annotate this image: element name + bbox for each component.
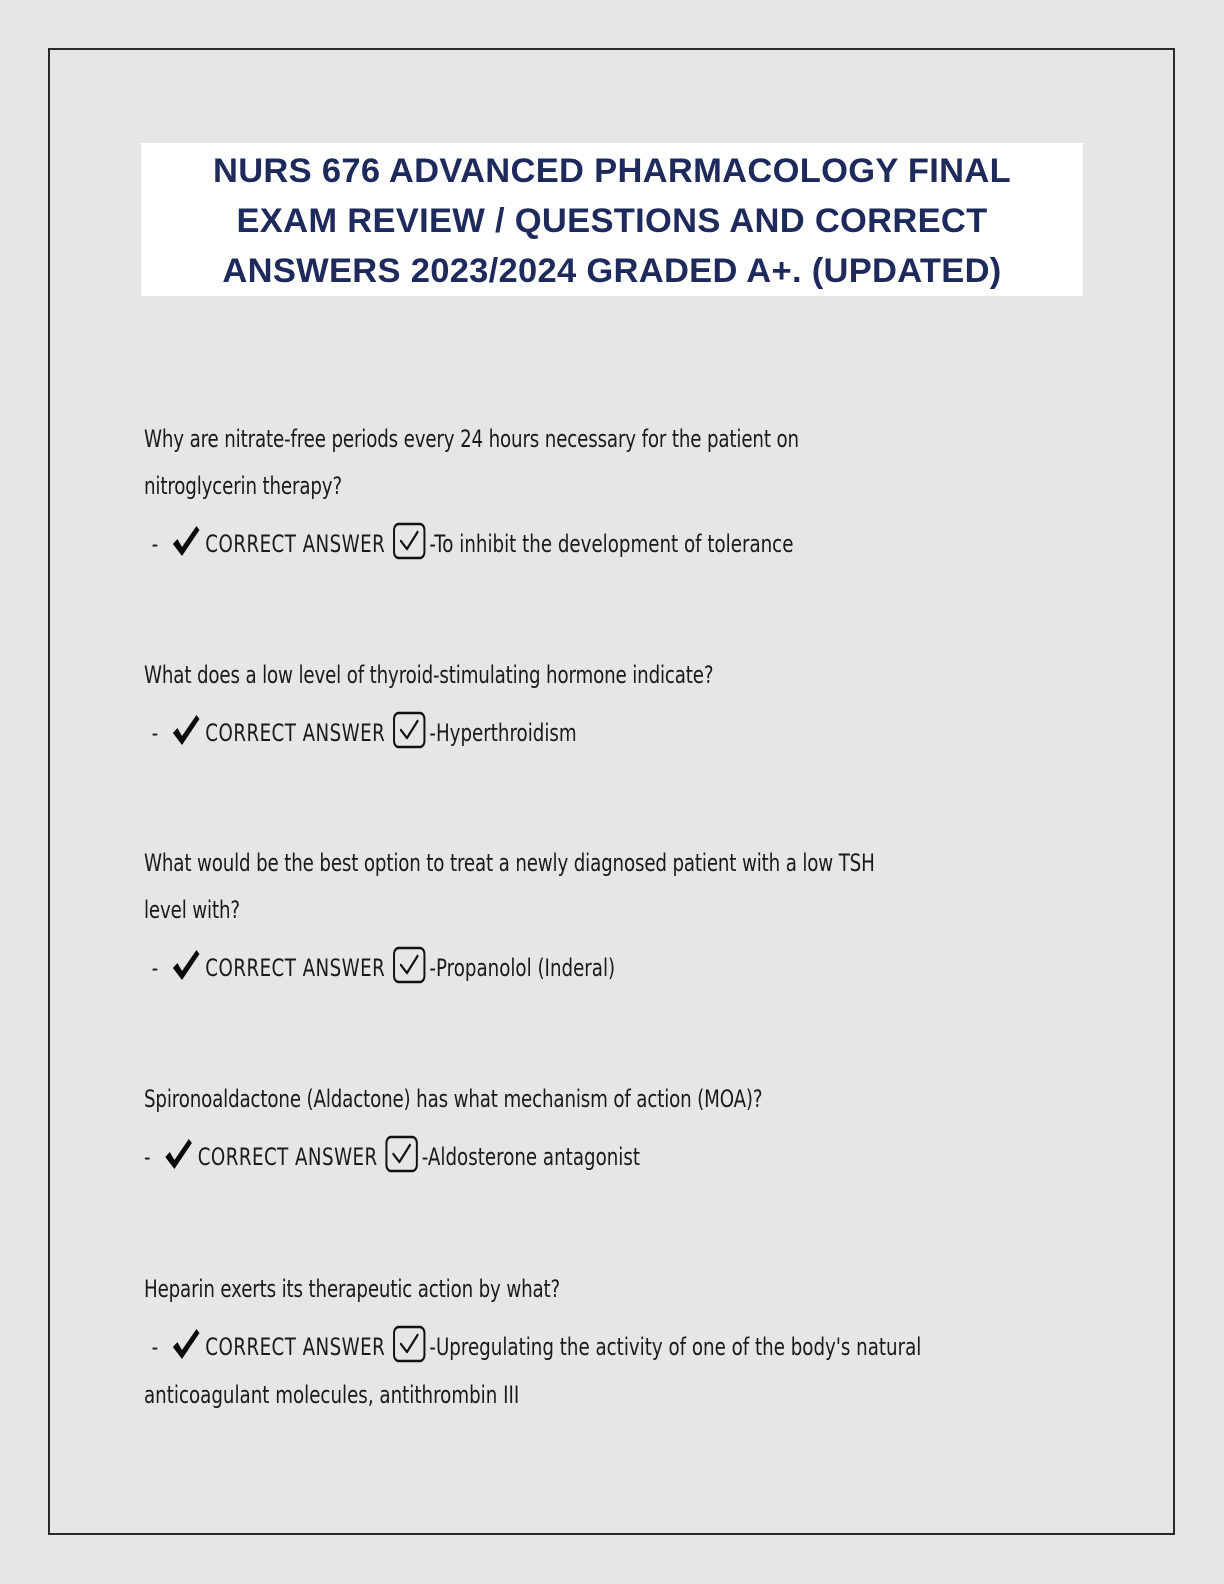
qa-item (144, 416, 1084, 568)
checkbox-checked-icon (385, 1135, 418, 1173)
answer-text: -Propanolol (Inderal) (429, 954, 616, 982)
question-line: Spironoaldactone (Aldactone) has what mechanism of action (MOA)? (144, 1085, 763, 1113)
qa-item (144, 1266, 1084, 1419)
question-line: What would be the best option to treat a newly diagnosed patient with a low TSH (144, 849, 875, 877)
answer (144, 1133, 1086, 1181)
correct-answer-label: CORRECT ANSWER (205, 1333, 386, 1361)
correct-answer-label: CORRECT ANSWER (205, 530, 386, 558)
qa-item (144, 1076, 1084, 1181)
answer-dash: - (151, 1333, 159, 1361)
answer-text: -Aldosterone antagonist (421, 1143, 641, 1171)
answer-text: -To inhibit the development of tolerance (429, 530, 794, 558)
check-mark-icon (170, 948, 200, 982)
question (144, 840, 1086, 934)
checkbox-checked-icon (393, 946, 426, 984)
check-mark-icon (170, 524, 200, 558)
answer (144, 709, 1086, 757)
correct-answer-label: CORRECT ANSWER (197, 1143, 378, 1171)
check-mark-icon (170, 1327, 200, 1361)
answer-dash: - (151, 530, 159, 558)
checkbox-checked-icon (393, 711, 426, 749)
checkbox-checked-icon (393, 522, 426, 560)
answer (144, 1323, 1086, 1419)
question-line: Heparin exerts its therapeutic action by what? (144, 1275, 561, 1303)
document-title (141, 143, 1083, 296)
question (144, 652, 1086, 699)
answer-dash: - (151, 719, 159, 747)
question-line: Why are nitrate-free periods every 24 hours necessary for the patient on (144, 425, 799, 453)
qa-item (144, 840, 1084, 992)
check-mark-icon (163, 1137, 193, 1171)
question-line: level with? (144, 896, 240, 924)
answer (144, 520, 1086, 568)
question-line: What does a low level of thyroid-stimulating hormone indicate? (144, 661, 714, 689)
answer-text: anticoagulant molecules, antithrombin III (144, 1381, 520, 1409)
title-line-1: NURS 676 ADVANCED PHARMACOLOGY FINAL (213, 151, 1011, 190)
question (144, 416, 1086, 510)
answer-dash: - (144, 1143, 151, 1171)
answer-text: -Upregulating the activity of one of the body's natural (429, 1333, 922, 1361)
question (144, 1266, 1086, 1313)
checkbox-checked-icon (393, 1325, 426, 1363)
title-line-2: EXAM REVIEW / QUESTIONS AND CORRECT (236, 201, 988, 240)
check-mark-icon (170, 713, 200, 747)
answer-dash: - (151, 954, 159, 982)
answer (144, 944, 1086, 992)
qa-item (144, 652, 1084, 757)
question-line: nitroglycerin therapy? (144, 472, 342, 500)
title-line-3: ANSWERS 2023/2024 GRADED A+. (UPDATED) (222, 251, 1002, 290)
question (144, 1076, 1086, 1123)
correct-answer-label: CORRECT ANSWER (205, 954, 386, 982)
answer-text: -Hyperthroidism (429, 719, 577, 747)
correct-answer-label: CORRECT ANSWER (205, 719, 386, 747)
